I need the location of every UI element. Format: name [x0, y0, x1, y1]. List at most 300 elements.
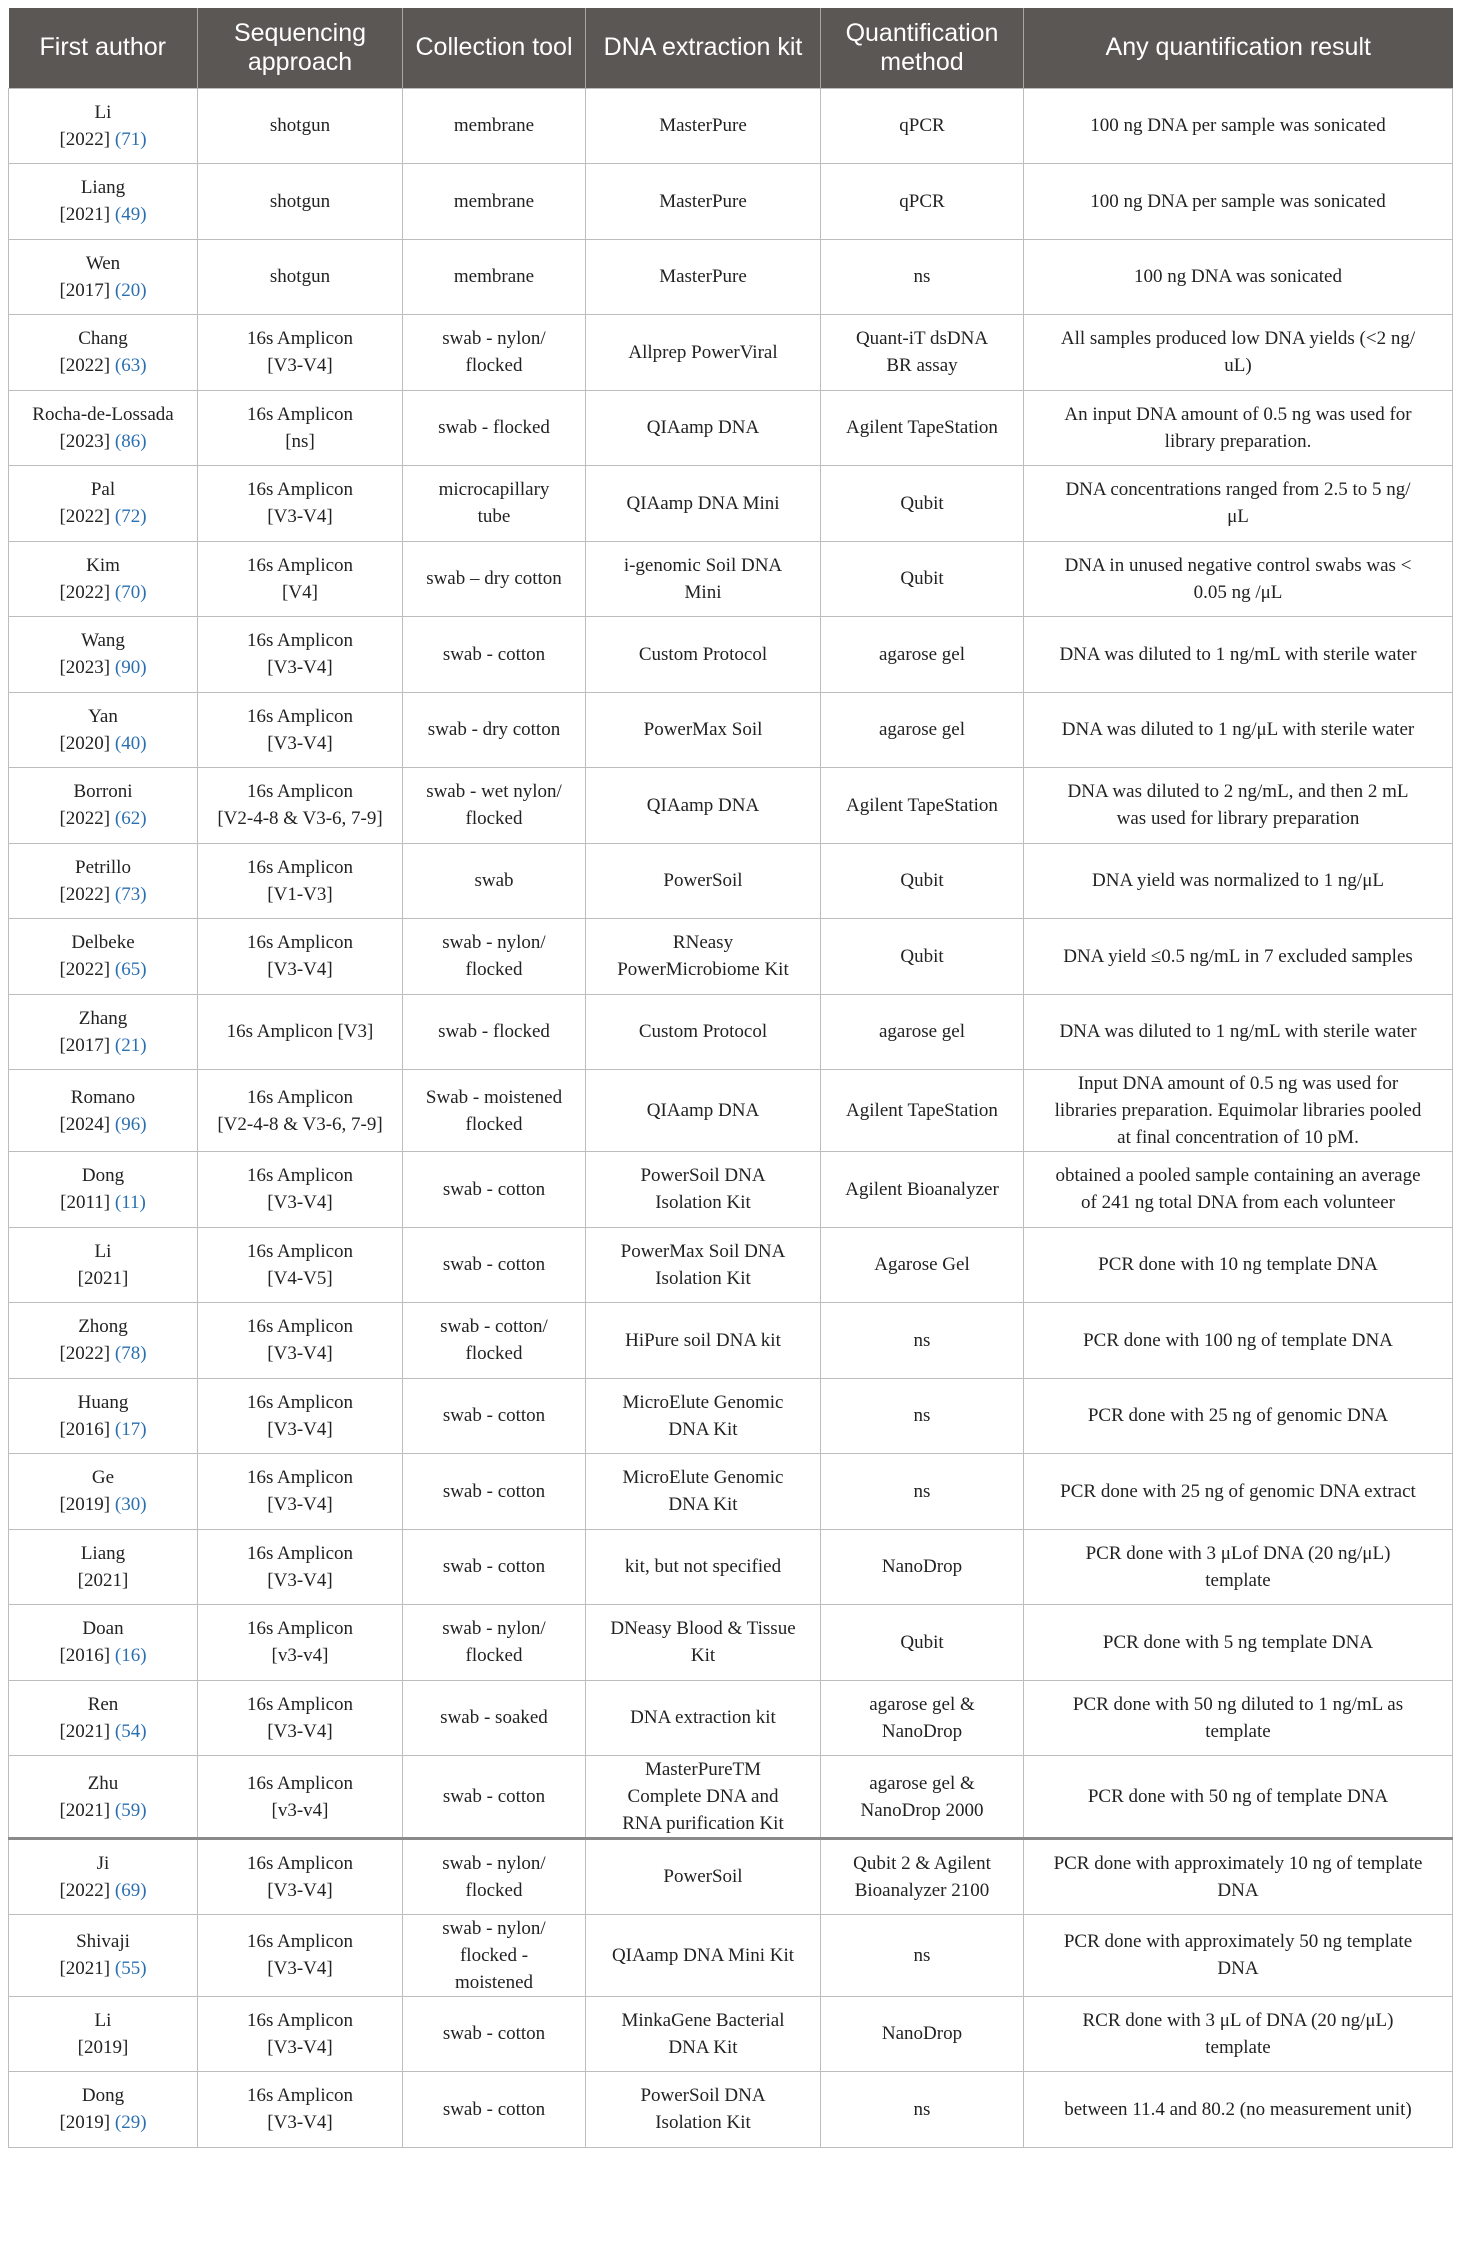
cell-line: 16s Amplicon [246, 781, 354, 803]
author-cell [9, 994, 198, 1070]
cell-line: DNA was diluted to 1 ng/mL with sterile water [1059, 1021, 1417, 1043]
table-row [9, 843, 1453, 919]
cell-line: agarose gel [879, 1021, 965, 1043]
cell-line: QIAamp DNA [646, 417, 760, 439]
collection-tool-cell [403, 1680, 586, 1756]
author-year: [2021] [59, 204, 111, 226]
cell-line: [V3-V4] [267, 1958, 333, 1979]
reference-link: (20) [114, 279, 147, 301]
header-quantification-method: Quantification method [821, 8, 1024, 88]
cell-line: 16s Amplicon [246, 1086, 354, 1108]
author-year: [2019] [59, 2112, 111, 2134]
cell-line: 16s Amplicon [246, 479, 354, 501]
table-row [9, 617, 1453, 693]
collection-tool-cell [403, 994, 586, 1070]
cell-line: PowerMicrobiome Kit [617, 959, 789, 981]
reference-link: (55) [114, 1958, 147, 1979]
reference-link: (49) [114, 204, 147, 226]
quant-result-cell [1024, 164, 1453, 240]
cell-line: [V1-V3] [267, 883, 333, 905]
sequencing-cell [198, 1378, 403, 1454]
quant-result-cell [1024, 466, 1453, 542]
author-year: [2019] [59, 1494, 111, 1516]
cell-line: PCR done with approximately 50 ng template [1063, 1931, 1413, 1952]
author-cell [9, 2072, 198, 2148]
extraction-kit-cell [586, 1152, 821, 1228]
collection-tool-cell [403, 1378, 586, 1454]
table-header [9, 8, 1453, 88]
cell-line: [V3-V4] [267, 355, 333, 377]
cell-line: [ns] [285, 430, 315, 452]
reference-link: (59) [114, 1799, 147, 1821]
cell-line: swab - cotton [442, 643, 546, 665]
author-year: [2021] [59, 1958, 111, 1979]
cell-line: PCR done with 25 ng of genomic DNA [1087, 1405, 1389, 1427]
cell-line: Qubit 2 & Agilent [853, 1852, 991, 1874]
cell-line: [V3-V4] [267, 2036, 333, 2058]
cell-line: Kit [690, 1645, 716, 1667]
quant-result-cell [1024, 1070, 1453, 1152]
collection-tool-cell [403, 919, 586, 995]
cell-line: PowerSoil [663, 870, 743, 892]
cell-line: swab - flocked [438, 1021, 550, 1043]
cell-line: Agilent Bioanalyzer [845, 1178, 999, 1200]
cell-line: MasterPureTM [644, 1759, 762, 1780]
quant-result-cell [1024, 1680, 1453, 1756]
extraction-kit-cell [586, 390, 821, 466]
author-name: Dong [81, 2085, 125, 2107]
cell-line: agarose gel [879, 719, 965, 741]
sequencing-cell [198, 390, 403, 466]
quant-result-cell [1024, 768, 1453, 844]
collection-tool-cell [403, 1454, 586, 1530]
cell-line: [v3-v4] [271, 1799, 329, 1821]
cell-line: template [1205, 1569, 1271, 1591]
sequencing-cell [198, 239, 403, 315]
collection-tool-cell [403, 1303, 586, 1379]
reference-link: (65) [114, 959, 147, 981]
cell-line: [V3-V4] [267, 1569, 333, 1591]
cell-line: 100 ng DNA per sample was sonicated [1090, 190, 1386, 212]
cell-line: ns [913, 1329, 931, 1351]
extraction-kit-cell [586, 1839, 821, 1915]
cell-line: swab - nylon/ [442, 1917, 546, 1939]
data-table [8, 8, 1453, 2148]
cell-line: shotgun [269, 190, 331, 212]
extraction-kit-cell [586, 1454, 821, 1530]
quant-method-cell [821, 1529, 1024, 1605]
header-first-author: First author [39, 33, 166, 62]
quant-method-cell [821, 1605, 1024, 1681]
author-year: [2020] [59, 732, 111, 754]
quant-method-cell [821, 1227, 1024, 1303]
cell-line: Mini [684, 581, 722, 603]
extraction-kit-cell [586, 919, 821, 995]
reference-link: (63) [114, 355, 147, 377]
quant-method-cell [821, 88, 1024, 164]
author-name: Ren [87, 1693, 119, 1715]
quant-result-cell [1024, 541, 1453, 617]
sequencing-cell [198, 1152, 403, 1228]
cell-line: 100 ng DNA per sample was sonicated [1090, 115, 1386, 137]
table-row [9, 1605, 1453, 1681]
cell-line: Agilent TapeStation [846, 417, 998, 439]
author-year: [2023] [59, 657, 111, 679]
author-cell [9, 1914, 198, 1996]
cell-line: 16s Amplicon [246, 1165, 354, 1187]
extraction-kit-cell [586, 994, 821, 1070]
table-row [9, 1529, 1453, 1605]
author-cell [9, 1070, 198, 1152]
cell-line: [V3-V4] [267, 1343, 333, 1365]
author-cell [9, 1303, 198, 1379]
author-cell [9, 239, 198, 315]
cell-line: DNA yield was normalized to 1 ng/μL [1092, 870, 1384, 892]
cell-line: flocked [465, 1879, 523, 1901]
quant-result-cell [1024, 1152, 1453, 1228]
cell-line: obtained a pooled sample containing an average [1055, 1165, 1421, 1187]
cell-line: 16s Amplicon [V3] [226, 1021, 374, 1043]
reference-link: (72) [114, 506, 147, 528]
extraction-kit-cell [586, 164, 821, 240]
sequencing-cell [198, 164, 403, 240]
header-dna-extraction-kit: DNA extraction kit [586, 8, 821, 88]
quant-method-cell [821, 1680, 1024, 1756]
quant-method-cell [821, 1303, 1024, 1379]
cell-line: Custom Protocol [638, 1021, 768, 1043]
cell-line: Qubit [900, 945, 944, 967]
author-cell [9, 617, 198, 693]
quant-method-cell [821, 239, 1024, 315]
collection-tool-cell [403, 1227, 586, 1303]
cell-line: swab - nylon/ [442, 328, 546, 350]
sequencing-cell [198, 994, 403, 1070]
quant-method-cell [821, 1454, 1024, 1530]
table-row [9, 1070, 1453, 1152]
cell-line: DNA [1217, 1958, 1259, 1979]
cell-line: [V3-V4] [267, 1720, 333, 1742]
cell-line: 16s Amplicon [246, 856, 354, 878]
cell-line: 16s Amplicon [246, 1693, 354, 1715]
extraction-kit-cell [586, 692, 821, 768]
table-row [9, 1839, 1453, 1915]
cell-line: Agilent TapeStation [846, 1100, 998, 1121]
author-year: [2022] [59, 1343, 111, 1365]
author-cell [9, 541, 198, 617]
cell-line: template [1205, 2036, 1271, 2058]
cell-line: uL) [1224, 355, 1252, 377]
author-year: [2022] [59, 959, 111, 981]
cell-line: Agilent TapeStation [846, 794, 998, 816]
table-row [9, 1996, 1453, 2072]
cell-line: Qubit [900, 492, 944, 514]
collection-tool-cell [403, 1529, 586, 1605]
cell-line: [V4-V5] [267, 1267, 333, 1289]
table-row [9, 390, 1453, 466]
cell-line: MicroElute Genomic [622, 1467, 784, 1489]
collection-tool-cell [403, 617, 586, 693]
quant-result-cell [1024, 1756, 1453, 1839]
extraction-kit-cell [586, 768, 821, 844]
quant-method-cell [821, 994, 1024, 1070]
sequencing-cell [198, 541, 403, 617]
cell-line: μL [1227, 506, 1249, 528]
quant-result-cell [1024, 994, 1453, 1070]
cell-line: Qubit [900, 870, 944, 892]
cell-line: MinkaGene Bacterial [621, 2009, 785, 2031]
quant-result-cell [1024, 1529, 1453, 1605]
extraction-kit-cell [586, 1378, 821, 1454]
sequencing-cell [198, 843, 403, 919]
cell-line: PCR done with 5 ng template DNA [1102, 1631, 1374, 1653]
cell-line: RCR done with 3 μL of DNA (20 ng/μL) [1082, 2009, 1394, 2031]
cell-line: All samples produced low DNA yields (<2 ng/ [1060, 328, 1416, 350]
cell-line: PowerSoil DNA [640, 1165, 766, 1187]
extraction-kit-cell [586, 1529, 821, 1605]
extraction-kit-cell [586, 2072, 821, 2148]
cell-line: Agarose Gel [874, 1254, 970, 1276]
reference-link: (86) [114, 430, 147, 452]
author-name: Romano [70, 1086, 136, 1108]
author-year: [2017] [59, 1034, 111, 1056]
cell-line: swab - nylon/ [442, 932, 546, 954]
cell-line: [V3-V4] [267, 1192, 333, 1214]
extraction-kit-cell [586, 617, 821, 693]
extraction-kit-cell [586, 1996, 821, 2072]
cell-line: 16s Amplicon [246, 1542, 354, 1564]
extraction-kit-cell [586, 1756, 821, 1839]
cell-line: Isolation Kit [655, 1267, 751, 1289]
cell-line: [V2-4-8 & V3-6, 7-9] [217, 1113, 383, 1135]
extraction-kit-cell [586, 1680, 821, 1756]
cell-line: QIAamp DNA Mini Kit [611, 1944, 795, 1966]
cell-line: 100 ng DNA was sonicated [1134, 266, 1342, 288]
extraction-kit-cell [586, 1227, 821, 1303]
cell-line: microcapillary [438, 479, 550, 501]
collection-tool-cell [403, 239, 586, 315]
author-name: Kim [86, 554, 120, 576]
cell-line: DNA concentrations ranged from 2.5 to 5 ng/ [1065, 479, 1411, 501]
cell-line: membrane [453, 190, 535, 212]
collection-tool-cell [403, 1070, 586, 1152]
author-name: Li [94, 101, 112, 123]
header-quantification-result: Any quantification result [1024, 8, 1453, 88]
quant-method-cell [821, 692, 1024, 768]
header-row [9, 8, 1453, 88]
quant-method-cell [821, 1152, 1024, 1228]
cell-line: moistened [454, 1971, 534, 1993]
cell-line: PowerMax Soil [643, 719, 763, 741]
extraction-kit-cell [586, 843, 821, 919]
author-name: Pal [90, 479, 116, 501]
sequencing-cell [198, 88, 403, 164]
sequencing-cell [198, 768, 403, 844]
cell-line: DNA was diluted to 1 ng/mL with sterile water [1059, 643, 1417, 665]
author-year: [2019] [77, 2036, 129, 2058]
cell-line: HiPure soil DNA kit [625, 1329, 781, 1351]
cell-line: Quant-iT dsDNA [855, 328, 989, 350]
cell-line: DNA was diluted to 2 ng/mL, and then 2 mL [1067, 781, 1409, 803]
cell-line: libraries preparation. Equimolar libraries pooled [1054, 1100, 1422, 1121]
table-row [9, 1914, 1453, 1996]
cell-line: BR assay [886, 355, 958, 377]
sequencing-cell [198, 1605, 403, 1681]
sequencing-cell [198, 315, 403, 391]
cell-line: Input DNA amount of 0.5 ng was used for [1077, 1073, 1399, 1094]
author-year: [2017] [59, 279, 111, 301]
reference-link: (11) [114, 1192, 146, 1214]
reference-link: (70) [114, 581, 147, 603]
author-year: [2022] [59, 128, 111, 150]
cell-line: Isolation Kit [655, 2112, 751, 2134]
reference-link: (21) [114, 1034, 147, 1056]
author-cell [9, 1605, 198, 1681]
cell-line: [V3-V4] [267, 657, 333, 679]
extraction-kit-cell [586, 88, 821, 164]
table-row [9, 164, 1453, 240]
cell-line: NanoDrop [881, 2023, 963, 2045]
cell-line: PCR done with approximately 10 ng of template [1053, 1852, 1423, 1874]
cell-line: PCR done with 3 μLof DNA (20 ng/μL) [1085, 1542, 1391, 1564]
table-row [9, 1378, 1453, 1454]
author-name: Delbeke [71, 932, 135, 954]
cell-line: NanoDrop [881, 1556, 963, 1578]
cell-line: PowerMax Soil DNA [620, 1240, 786, 1262]
cell-line: NanoDrop 2000 [860, 1799, 984, 1821]
cell-line: membrane [453, 115, 535, 137]
table-row [9, 994, 1453, 1070]
extraction-kit-cell [586, 1070, 821, 1152]
cell-line: DNA Kit [668, 1494, 738, 1516]
extraction-kit-cell [586, 541, 821, 617]
cell-line: MasterPure [659, 190, 747, 212]
author-cell [9, 1680, 198, 1756]
author-name: Chang [78, 328, 128, 350]
cell-line: tube [477, 506, 511, 528]
cell-line: 16s Amplicon [246, 403, 354, 425]
author-name: Wen [85, 252, 121, 274]
cell-line: swab - wet nylon/ [426, 781, 562, 803]
cell-line: swab - flocked [438, 417, 550, 439]
quant-method-cell [821, 466, 1024, 542]
author-name: Ge [91, 1467, 115, 1489]
quant-result-cell [1024, 239, 1453, 315]
cell-line: flocked [465, 1645, 523, 1667]
cell-line: flocked [465, 1343, 523, 1365]
table-row [9, 1227, 1453, 1303]
cell-line: RNA purification Kit [622, 1813, 784, 1834]
reference-link: (54) [114, 1720, 147, 1742]
quant-method-cell [821, 315, 1024, 391]
author-name: Shivaji [76, 1931, 130, 1952]
cell-line: swab [474, 870, 514, 892]
cell-line: i-genomic Soil DNA [623, 554, 783, 576]
quant-method-cell [821, 1756, 1024, 1839]
cell-line: flocked [465, 1113, 523, 1135]
cell-line: swab - cotton [442, 1254, 546, 1276]
cell-line: 16s Amplicon [246, 1852, 354, 1874]
author-year: [2021] [77, 1267, 129, 1289]
sequencing-cell [198, 2072, 403, 2148]
cell-line: shotgun [269, 266, 331, 288]
quant-method-cell [821, 843, 1024, 919]
quant-method-cell [821, 2072, 1024, 2148]
cell-line: 16s Amplicon [246, 1618, 354, 1640]
cell-line: [V3-V4] [267, 959, 333, 981]
cell-line: flocked [465, 959, 523, 981]
author-year: [2022] [59, 506, 111, 528]
author-year: [2021] [59, 1799, 111, 1821]
sequencing-cell [198, 1303, 403, 1379]
cell-line: [V3-V4] [267, 1879, 333, 1901]
quant-result-cell [1024, 315, 1453, 391]
cell-line: ns [913, 2098, 931, 2120]
sequencing-cell [198, 1529, 403, 1605]
author-year: [2022] [59, 581, 111, 603]
reference-link: (40) [114, 732, 147, 754]
cell-line: QIAamp DNA [646, 794, 760, 816]
author-year: [2023] [59, 430, 111, 452]
author-name: Doan [82, 1618, 124, 1640]
cell-line: 16s Amplicon [246, 1772, 354, 1794]
collection-tool-cell [403, 1605, 586, 1681]
author-name: Yan [88, 705, 118, 727]
sequencing-cell [198, 1996, 403, 2072]
quant-method-cell [821, 1914, 1024, 1996]
cell-line: swab - cotton [442, 2098, 546, 2120]
sequencing-cell [198, 1839, 403, 1915]
quant-method-cell [821, 164, 1024, 240]
cell-line: swab - cotton [442, 1480, 546, 1502]
sequencing-cell [198, 692, 403, 768]
reference-link: (69) [114, 1879, 147, 1901]
extraction-kit-cell [586, 1605, 821, 1681]
quant-result-cell [1024, 692, 1453, 768]
table-row [9, 1756, 1453, 1839]
author-year: [2016] [59, 1645, 111, 1667]
cell-line: PCR done with 50 ng diluted to 1 ng/mL as [1072, 1693, 1404, 1715]
cell-line: shotgun [269, 115, 331, 137]
author-name: Borroni [73, 781, 133, 803]
author-cell [9, 1378, 198, 1454]
cell-line: [V3-V4] [267, 732, 333, 754]
quant-method-cell [821, 1996, 1024, 2072]
cell-line: 16s Amplicon [246, 1240, 354, 1262]
sequencing-cell [198, 919, 403, 995]
cell-line: DNA yield ≤0.5 ng/mL in 7 excluded samples [1063, 945, 1413, 967]
cell-line: Allprep PowerViral [628, 341, 778, 363]
table-row [9, 919, 1453, 995]
cell-line: [V3-V4] [267, 1418, 333, 1440]
cell-line: ns [913, 1944, 931, 1966]
cell-line: PCR done with 50 ng of template DNA [1087, 1786, 1389, 1807]
cell-line: kit, but not specified [624, 1556, 782, 1578]
collection-tool-cell [403, 2072, 586, 2148]
collection-tool-cell [403, 768, 586, 844]
author-year: [2011] [60, 1192, 111, 1214]
author-year: [2022] [59, 808, 111, 830]
author-name: Huang [77, 1391, 129, 1413]
cell-line: DNA was diluted to 1 ng/μL with sterile water [1061, 719, 1415, 741]
cell-line: Qubit [900, 568, 944, 590]
author-name: Liang [80, 177, 126, 199]
cell-line: NanoDrop [881, 1720, 963, 1742]
collection-tool-cell [403, 541, 586, 617]
author-year: [2021] [59, 1720, 111, 1742]
cell-line: membrane [453, 266, 535, 288]
table-body [9, 88, 1453, 2147]
cell-line: [V2-4-8 & V3-6, 7-9] [217, 808, 383, 830]
